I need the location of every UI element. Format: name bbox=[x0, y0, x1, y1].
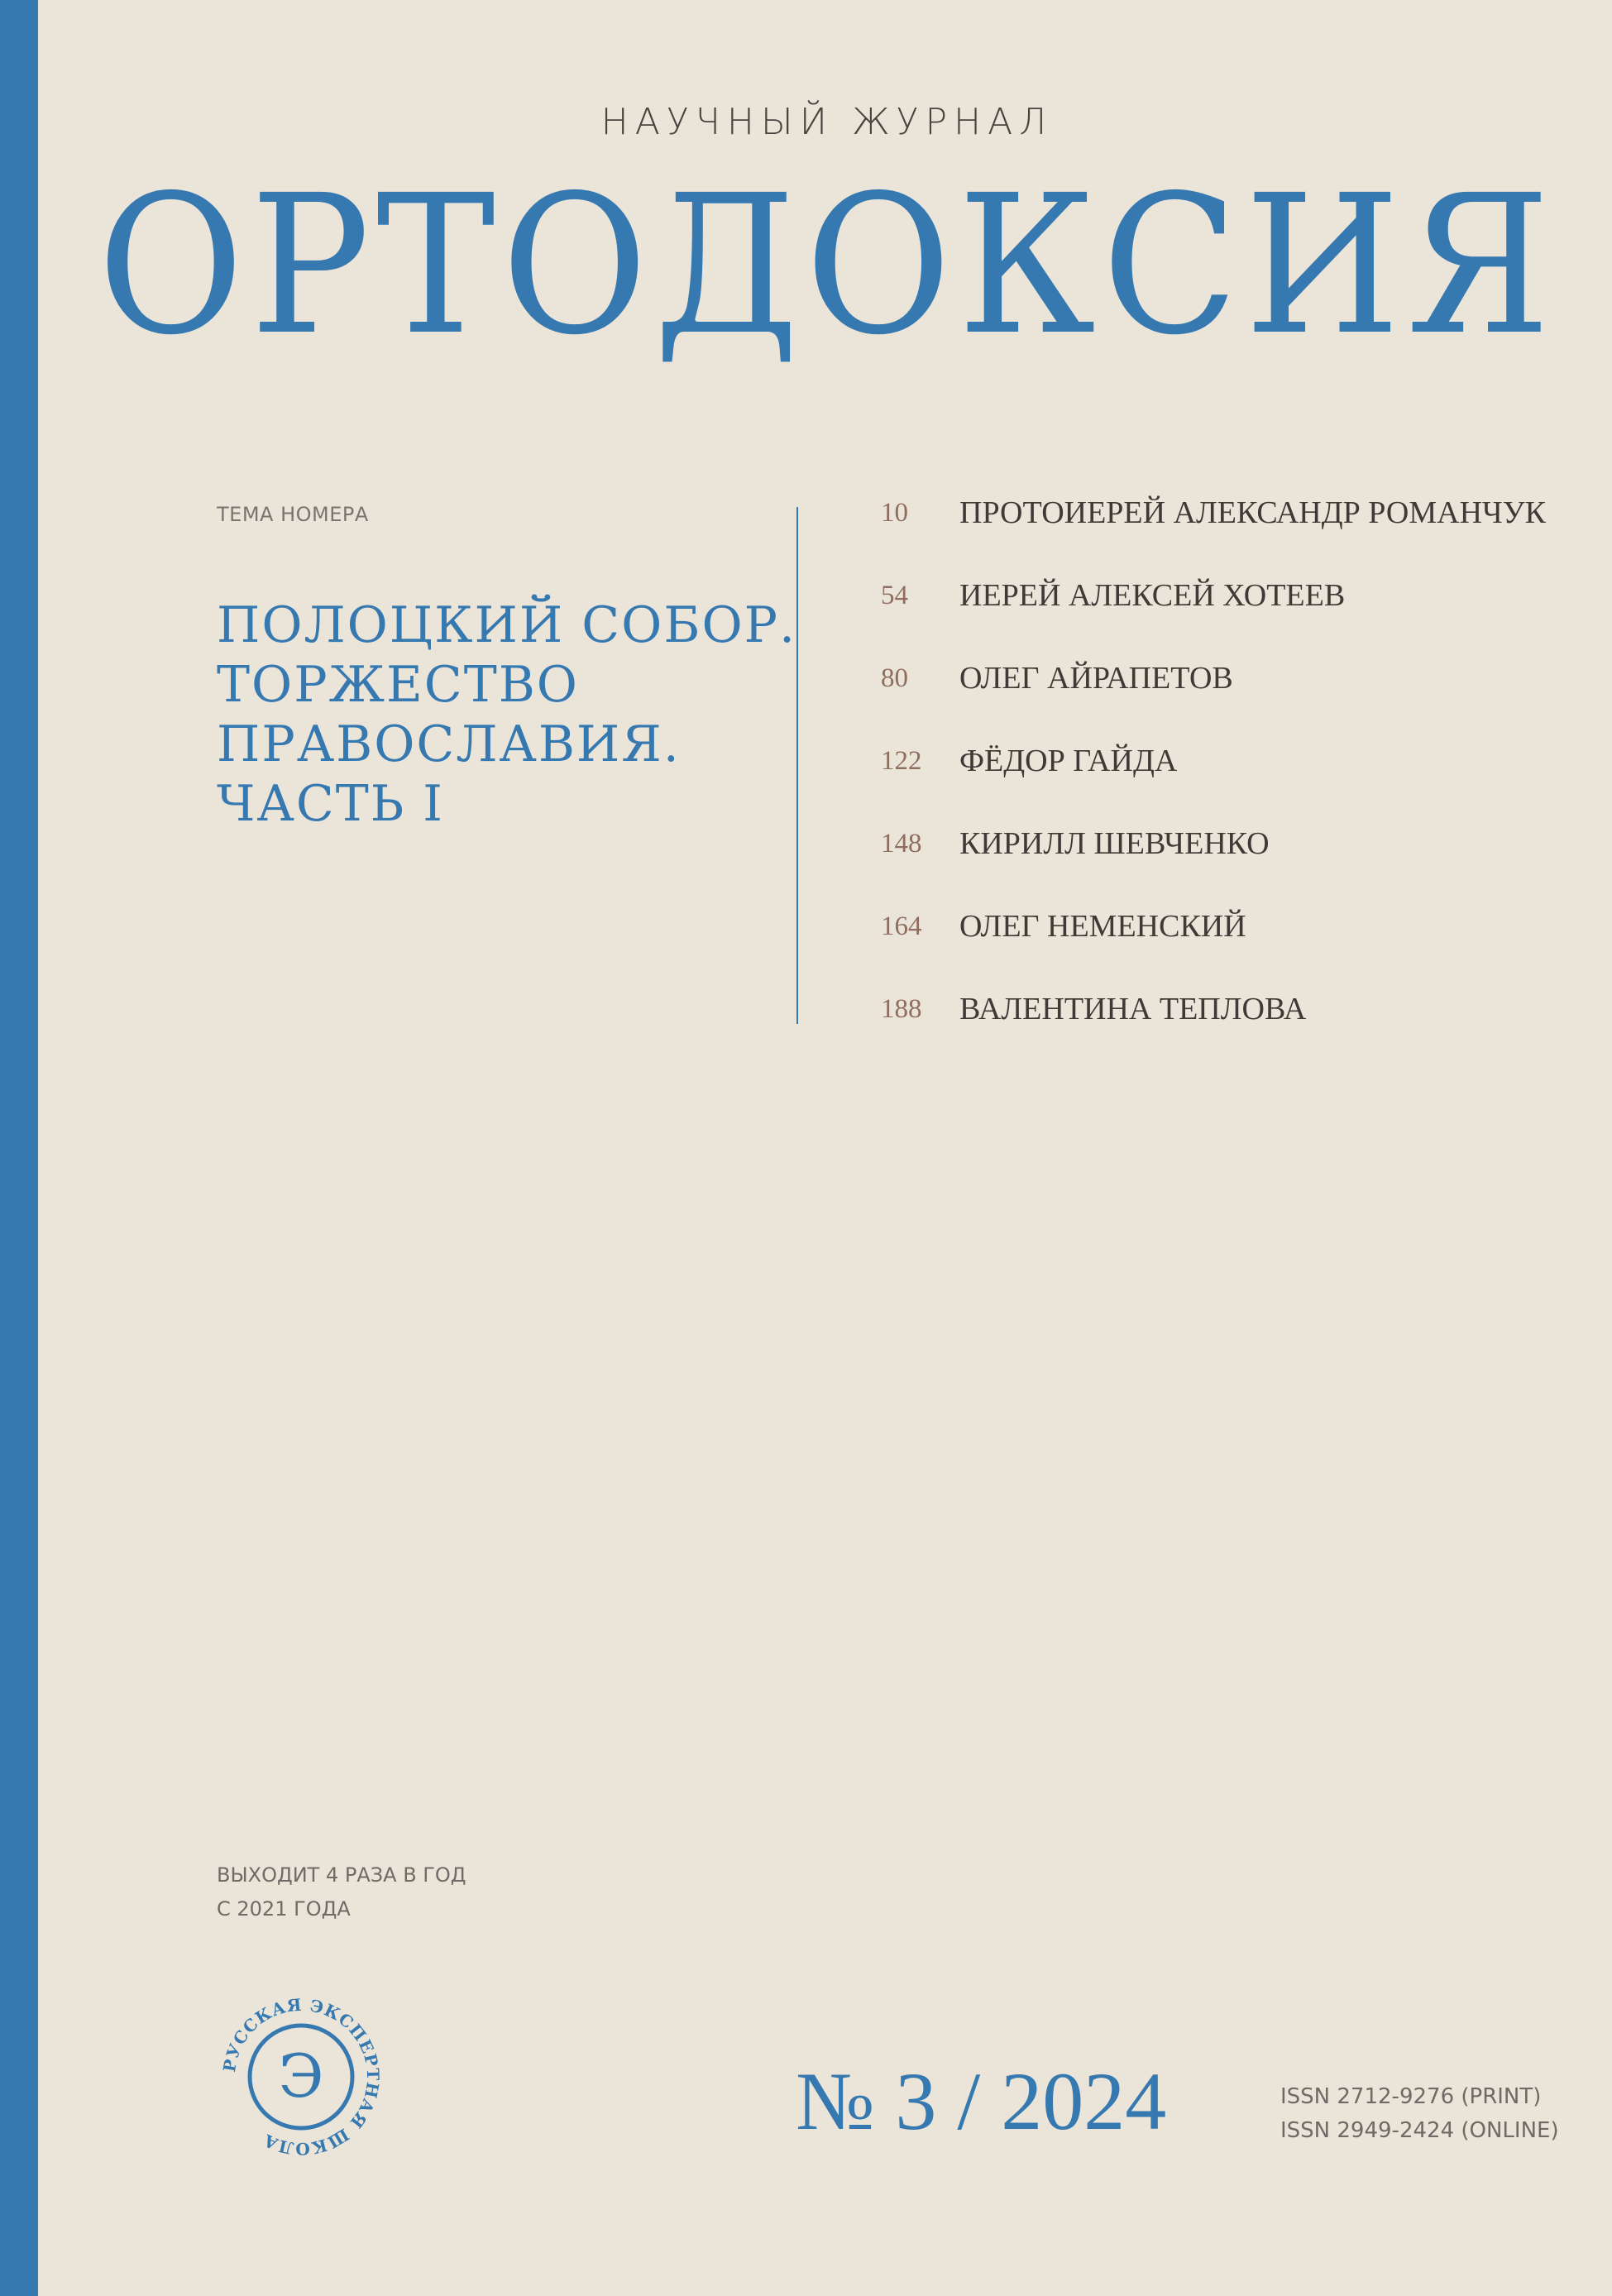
toc-page-number: 54 bbox=[881, 581, 908, 610]
toc-page-number: 10 bbox=[881, 498, 908, 528]
vertical-divider bbox=[796, 507, 798, 1024]
toc-author: КИРИЛЛ ШЕВЧЕНКО bbox=[959, 826, 1270, 861]
theme-title-line: ЧАСТЬ I bbox=[217, 775, 444, 833]
issue-number: № 3 / 2024 bbox=[796, 2055, 1167, 2147]
theme-title-line: ПОЛОЦКИЙ СОБОР. bbox=[217, 596, 797, 654]
theme-label: ТЕМА НОМЕРА bbox=[217, 503, 369, 526]
issn-online: ISSN 2949-2424 (ONLINE) bbox=[1280, 2118, 1559, 2143]
toc-row bbox=[881, 908, 1592, 991]
journal-kicker: НАУЧНЫЙ ЖУРНАЛ bbox=[600, 101, 1054, 143]
toc-author: ПРОТОИЕРЕЙ АЛЕКСАНДР РОМАНЧУК bbox=[959, 495, 1546, 530]
theme-title-line: ПРАВОСЛАВИЯ. bbox=[217, 715, 681, 773]
seal-letter: Э bbox=[278, 2041, 324, 2111]
toc-author: ФЁДОР ГАЙДА bbox=[959, 744, 1178, 778]
issn-print: ISSN 2712-9276 (PRINT) bbox=[1280, 2084, 1542, 2109]
spine-stripe bbox=[0, 0, 38, 2296]
table-of-contents bbox=[881, 495, 1592, 1074]
toc-page-number: 188 bbox=[881, 994, 922, 1024]
toc-author: ОЛЕГ АЙРАПЕТОВ bbox=[959, 661, 1233, 696]
toc-page-number: 148 bbox=[881, 829, 922, 859]
journal-title: ОРТОДОКСИЯ bbox=[97, 154, 1557, 377]
seal-text: РУССКАЯ ЭКСПЕРТНАЯ ШКОЛА bbox=[219, 1994, 384, 2160]
publication-frequency bbox=[217, 1858, 466, 1926]
toc-author: ИЕРЕЙ АЛЕКСЕЙ ХОТЕЕВ bbox=[959, 578, 1346, 613]
frequency-line: С 2021 ГОДА bbox=[217, 1897, 351, 1921]
toc-row bbox=[881, 743, 1592, 825]
toc-author: ВАЛЕНТИНА ТЕПЛОВА bbox=[959, 992, 1307, 1026]
toc-page-number: 164 bbox=[881, 911, 922, 941]
toc-row bbox=[881, 577, 1592, 660]
toc-row bbox=[881, 991, 1592, 1074]
toc-row bbox=[881, 825, 1592, 908]
theme-title bbox=[217, 596, 812, 834]
toc-row bbox=[881, 495, 1592, 577]
theme-title-line: ТОРЖЕСТВО bbox=[217, 656, 579, 714]
toc-author: ОЛЕГ НЕМЕНСКИЙ bbox=[959, 909, 1246, 944]
issn-block bbox=[1280, 2080, 1559, 2148]
frequency-line: ВЫХОДИТ 4 РАЗА В ГОД bbox=[217, 1863, 466, 1887]
publisher-seal-logo bbox=[213, 1989, 389, 2164]
toc-page-number: 122 bbox=[881, 746, 922, 776]
toc-page-number: 80 bbox=[881, 663, 908, 693]
toc-row bbox=[881, 660, 1592, 743]
